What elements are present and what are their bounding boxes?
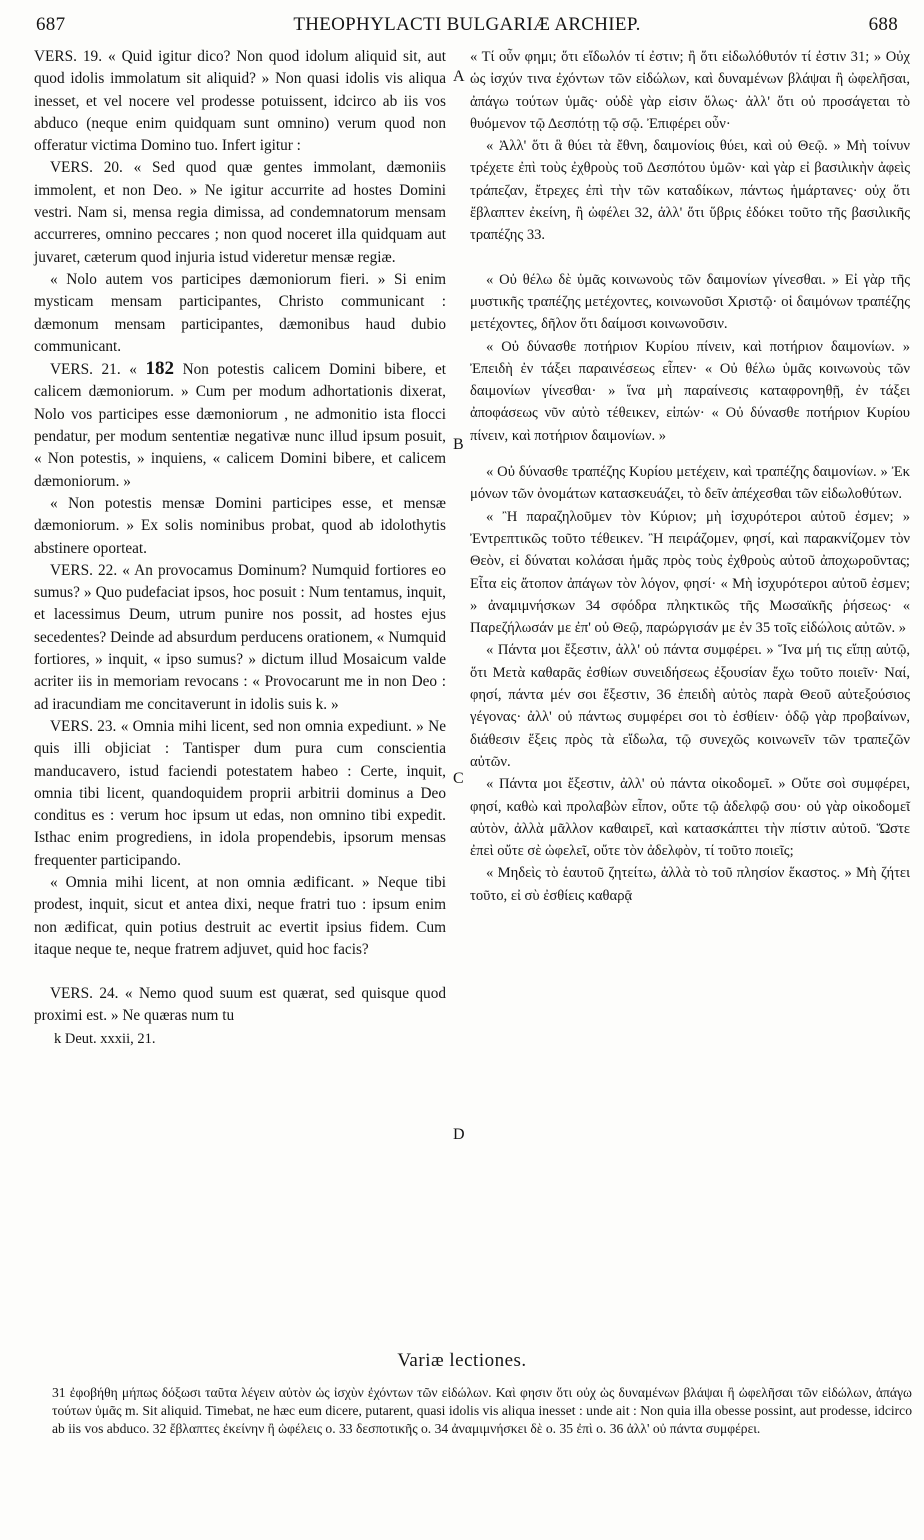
latin-column	[34, 46, 446, 1050]
section-marker-d: D	[453, 1126, 465, 1143]
greek-paragraph: « Πάντα μοι ἔξεστιν, ἀλλ' οὐ πάντα συμφέρει. » Ἵνα μή τις εἴπῃ αὐτῷ, ὅτι Μετὰ καθαρᾶς ἐσθίων συνειδήσεως ἐξουσίαν ἔχω τοῦτο ποιεῖν· Ναί, φησί, πάντα μέν σοι ἔξεστιν, 36 ἐπειδὴ αὐτὸς παρὰ Θεοῦ αὐτεξούσιος γέγονας· ἀλλ' οὐ πάντως συμφέρει σοι τὸ ἐσθίειν· ὁδῷ γὰρ προβαίνων, διάθεσιν ἕξεις πρὸς τὰ εἴδωλα, τῷ συνεχῶς κοινωνεῖν τῶν τραπεζῶν αὐτῶν.	[470, 642, 910, 770]
latin-paragraph: VERS. 23. « Omnia mihi licent, sed non omnia expediunt. » Ne quis illi objiciat : Tantisper dum pura cum conscientia manducavero, istud faciendi potestatem habeo : Certe, inquit, omnia tibi licent, quandoquidem proprii arbitrii dominus a Deo conditus es : verum hoc ipsum ut edas, non omnino tibi expedit. Isthac enim progrediens, in idola propendebis, ipsorum mensas frequenter participando.	[34, 717, 446, 869]
latin-paragraph: VERS. 19. « Quid igitur dico? Non quod idolum aliquid sit, aut quod idolis immolatum sit aliquid? » Non quasi idolis vis aliqua inesset, et vel nocere vel prodesse potuissent, idcirco ab iis vos abduco (neque enim quidquam sunt omnino) verum quod non offeratur victima Domino tuo. Infert igitur :	[34, 48, 446, 155]
greek-paragraph: « Πάντα μοι ἔξεστιν, ἀλλ' οὐ πάντα οἰκοδομεῖ. » Οὔτε σοὶ συμφέρει, φησί, καθὼ καὶ προλαβὼν εἶπον, οὔτε τῷ ἀδελφῷ σου· οὐ γὰρ οἰκοδομεῖ αὐτὸν, ἀλλὰ μᾶλλον καθαιρεῖ, καὶ κατασκάπτει τὴν πίστιν αὐτοῦ. Ὥστε ἐπεὶ οὔτε σὲ ὠφελεῖ, οὔτε τὸν ἀδελφὸν, τί τοῦτο ποιεῖς;	[470, 776, 910, 860]
variae-lectiones-text: 31 ἐφοβήθη μήπως δόξωσι ταῦτα λέγειν αὐτὸν ὡς ἰσχὺν ἐχόντων τῶν εἰδώλων. Καὶ φησιν ὅτι οὐχ ὡς δυναμένων βλάψαι ἢ ὠφελῆσαι τῶν εἰδώλων, ἀπάγω τούτων ὑμᾶς m. Sit aliquid. Timebat, ne hæc eum dicere, putarent, quasi idolis vis aliqua inesset : unde ait : Non quia illa obesse possint, aut prodesse, idcirco ab iis vos abduco. 32 ἔβλαπτες ἐκείνην ἢ ὠφέλεις o. 33 δεσποτικῆς o. 34 ἀναμιμνήσκει δὲ o. 35 ἐπὶ o. 36 ἀλλ' οὐ πάντα συμφέρει.	[52, 1385, 912, 1436]
section-marker-c: C	[453, 770, 464, 787]
page-number-right: 688	[868, 14, 898, 35]
greek-paragraph: « Μηδεὶς τὸ ἑαυτοῦ ζητείτω, ἀλλὰ τὸ τοῦ πλησίον ἕκαστος. » Μὴ ζήτει τοῦτο, εἰ σὺ ἐσθίεις καθαρᾷ	[470, 865, 910, 904]
running-title: THEOPHYLACTI BULGARIÆ ARCHIEP.	[293, 14, 641, 35]
footnote: k Deut. xxxii, 21.	[54, 1030, 156, 1047]
greek-paragraph: « Ἀλλ' ὅτι ἃ θύει τὰ ἔθνη, δαιμονίοις θύει, καὶ οὐ Θεῷ. » Μὴ τοίνυν τρέχετε ἐπὶ τοὺς ἐχθροὺς τοῦ Δεσπότου ὑμῶν· καὶ γὰρ εἰ βασιλικὴν ἀφεὶς τράπεζαν, ἔτρεχες ἐπὶ τὴν τῶν καταδίκων, πάντως ἡμάρτανες· οὐχ ὅτι ἔβλαπτεν ἐκείνη, ἢ ὠφέλει 32, ἀλλ' ὅτι ὕβρις ἐδόκει τοῦτο τῆς βασιλικῆς τραπέζης 33.	[470, 138, 910, 244]
section-marker-a: A	[453, 68, 465, 85]
page-number-left: 687	[36, 14, 66, 35]
latin-paragraph: VERS. 20. « Sed quod quæ gentes immolant, dæmoniis immolent, et non Deo. » Ne igitur accurrite ad hostes Domini vestri. Nam si, mensa regia dimissa, ad condemnatorum mensam accurreres, omnino peccares ; non quod noceret illa quidquam aut juvaret, cæterum quod injuria istud videretur mensæ regiæ.	[34, 159, 446, 266]
greek-paragraph: « Οὐ δύνασθε τραπέζης Κυρίου μετέχειν, καὶ τραπέζης δαιμονίων. » Ἐκ μόνων τῶν ὀνομάτων κατασκευάζει, τὸ δεῖν ἀπέχεσθαι τῶν εἰδωλοθύτων.	[470, 464, 910, 503]
section-marker-b: B	[453, 436, 464, 453]
greek-paragraph: « Τί οὖν φημι; ὅτι εἴδωλόν τί ἐστιν; ἢ ὅτι εἰδωλόθυτόν τί ἐστιν 31; » Οὐχ ὡς ἰσχύν τινα ἐχόντων τῶν εἰδώλων, καὶ δυναμένων βλάψαι ἢ ὠφελῆσαι, ἀπάγω τούτων ὑμᾶς· οὐδὲ γὰρ εἰσιν ὅλως· ἀλλ' ὅτι οὐ προσάγεται τὸ θυόμενον τῷ Δεσπότῃ τῷ σῷ. Ἐπιφέρει οὖν·	[470, 49, 910, 132]
latin-paragraph: VERS. 22. « An provocamus Dominum? Numquid fortiores eo sumus? » Quo pudefaciat ipsos, hoc posuit : Num tentamus, inquit, et lacessimus Deum, utrum punire nos possit, ad hostes ejus secedentes? Deinde ad absurdum perducens orationem, « Numquid fortiores, » inquit, « ipso sumus? » dictum illud Mosaicum valde acriter iis in memoriam revocans : « Provocarunt me in non Deo : ad iracundiam me concitaverunt in idolis suis k. »	[34, 561, 446, 713]
latin-paragraph: VERS. 24. « Nemo quod suum est quærat, sed quisque quod proximi est. » Ne quæras num tu	[34, 985, 446, 1025]
marginal-number: 182	[145, 358, 174, 380]
verse-text: Non potestis calicem Domini bibere, et calicem dæmoniorum. » Cum per modum adhortationis dixerat, Nolo vos participes esse dæmoniorum , ne admonitio ista flocci pendatur, per modum sententiæ negativæ nunc illud ipsum posuit, « Non potestis, » inquiens, « calicem Domini bibere, et calicem dæmoniorum. »	[34, 361, 447, 490]
page-header	[36, 14, 898, 40]
latin-paragraph: « Omnia mihi licent, at non omnia ædificant. » Neque tibi prodest, inquit, sicut et antea dixi, neque fratri tuo : ipsum enim non ædificat, quin potius destruit ac evertit ipsius fidem. Cum itaque neque te, neque fratrem adjuvet, quid hoc facis?	[34, 873, 446, 958]
greek-paragraph: « Οὐ δύνασθε ποτήριον Κυρίου πίνειν, καὶ ποτήριον δαιμονίων. » Ἐπειδὴ ἐν τάξει παραινέσεως εἶπεν· « Οὐ θέλω ὑμᾶς κοινωνοὺς τῶν δαιμονίων γίνεσθαι· » ἵνα μὴ παραίνεσις καταφρονηθῇ, ἐν τάξει ἀποφάσεως νῦν αὐτὸ τέθεικεν, εἰπών· « Οὐ δύνασθε ποτήριον Κυρίου πίνειν, καὶ ποτήριον δαιμονίων. »	[470, 338, 910, 444]
greek-paragraph: « Ἢ παραζηλοῦμεν τὸν Κύριον; μὴ ἰσχυρότεροι αὐτοῦ ἐσμεν; » Ἐντρεπτικῶς τοῦτο τέθεικεν. Ἢ πειράζομεν, φησί, καὶ παρακνίζομεν τὸν Θεὸν, εἰ δύναται κολάσαι ἡμᾶς πρὸς τοὺς ἐχθροὺς αὐτοῦ ἀποχωροῦντας; Εἶτα εἰς ἄτοπον ἀπάγων τὸν λόγον, φησί· « Μὴ ἰσχυρότεροι αὐτοῦ ἐσμεν; » ἀναμιμνήσκων 34 σφόδρα πληκτικῶς τῆς Μωσαϊκῆς ῥήσεως· « Παρεζήλωσάν με ἐπ' οὐ Θεῷ, παρώργισάν με ἐν 35 τοῖς εἰδώλοις αὐτῶν. »	[470, 508, 910, 637]
verse-label: VERS. 21. «	[50, 361, 146, 379]
variae-lectiones-title: Variæ lectiones.	[397, 1350, 527, 1371]
greek-column	[470, 46, 910, 907]
latin-paragraph	[34, 358, 446, 493]
latin-paragraph: « Nolo autem vos participes dæmoniorum fieri. » Si enim mysticam mensam participantes, Christo communicant : dæmonum mensam participantes, dæmonibus haud dubio communicant.	[34, 270, 446, 355]
greek-paragraph: « Οὐ θέλω δὲ ὑμᾶς κοινωνοὺς τῶν δαιμονίων γίνεσθαι. » Εἰ γὰρ τῆς μυστικῆς τραπέζης μετέχοντες, κοινωνοῦσι Χριστῷ· οἱ δαιμόνων τραπέζης μετέχοντες, δῆλον ὅτι δαίμοσι κοινωνοῦσιν.	[470, 271, 910, 333]
latin-paragraph: « Non potestis mensæ Domini participes esse, et mensæ dæmoniorum. » Ex solis nominibus probat, quod ab idolothytis abstinere oporteat.	[34, 494, 446, 557]
